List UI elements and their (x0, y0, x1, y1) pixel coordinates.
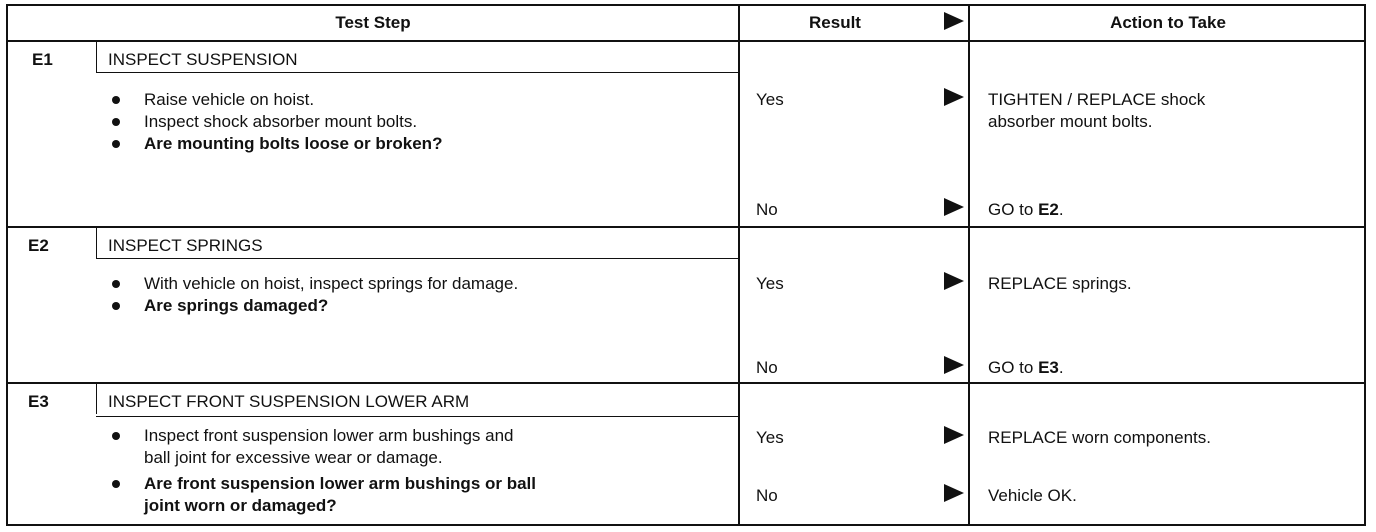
step-e3-question-b: joint worn or damaged? (144, 496, 337, 515)
bullet-icon (112, 118, 120, 126)
step-e3-question-a: Are front suspension lower arm bushings or ball (144, 474, 537, 493)
e3-result-no: No (756, 486, 778, 505)
arrow-icon (944, 356, 964, 374)
e1-action-yes-line2: absorber mount bolts. (988, 112, 1153, 131)
header-divider (8, 40, 1364, 42)
step-id-e1: E1 (32, 50, 53, 69)
col-divider-action (968, 6, 970, 524)
arrow-icon (944, 426, 964, 444)
arrow-icon (944, 484, 964, 502)
e1-action-no: GO to E2. (988, 200, 1064, 219)
e1-action-yes-line1: TIGHTEN / REPLACE shock (988, 90, 1206, 109)
row-divider (8, 382, 1364, 384)
step-e1-bullet-2: Inspect shock absorber mount bolts. (144, 112, 418, 131)
e1-result-no: No (756, 200, 778, 219)
col-divider-result (738, 6, 740, 524)
bullet-icon (112, 140, 120, 148)
header-test-step: Test Step (335, 13, 411, 32)
e3-action-yes: REPLACE worn components. (988, 428, 1211, 447)
step-id-e2: E2 (28, 236, 49, 255)
bullet-icon (112, 432, 120, 440)
bullet-icon (112, 480, 120, 488)
arrow-icon (944, 88, 964, 106)
e3-result-yes: Yes (756, 428, 784, 447)
step-id-e3: E3 (28, 392, 49, 411)
step-title-e1: INSPECT SUSPENSION (108, 50, 298, 69)
header-action: Action to Take (1110, 13, 1226, 32)
step-e1-question: Are mounting bolts loose or broken? (144, 134, 443, 153)
arrow-icon (944, 198, 964, 216)
bullet-icon (112, 302, 120, 310)
step-e2-question: Are springs damaged? (144, 296, 329, 315)
bullet-icon (112, 96, 120, 104)
e2-result-yes: Yes (756, 274, 784, 293)
step-title-e3: INSPECT FRONT SUSPENSION LOWER ARM (108, 392, 470, 411)
diagnostic-table (6, 4, 1366, 526)
bullet-icon (112, 280, 120, 288)
header-arrow-icon (944, 12, 964, 30)
e2-result-no: No (756, 358, 778, 377)
e2-action-no: GO to E3. (988, 358, 1064, 377)
arrow-icon (944, 272, 964, 290)
e1-result-yes: Yes (756, 90, 784, 109)
row-divider (8, 226, 1364, 228)
step-title-e2: INSPECT SPRINGS (108, 236, 263, 255)
e3-action-no: Vehicle OK. (988, 486, 1077, 505)
step-e1-bullet-1: Raise vehicle on hoist. (144, 90, 315, 109)
e2-action-yes: REPLACE springs. (988, 274, 1132, 293)
step-e3-bullet-1a: Inspect front suspension lower arm bushings and (144, 426, 514, 445)
step-e2-bullet-1: With vehicle on hoist, inspect springs for damage. (144, 274, 519, 293)
header-result: Result (809, 13, 861, 32)
step-e3-bullet-1b: ball joint for excessive wear or damage. (144, 448, 443, 467)
